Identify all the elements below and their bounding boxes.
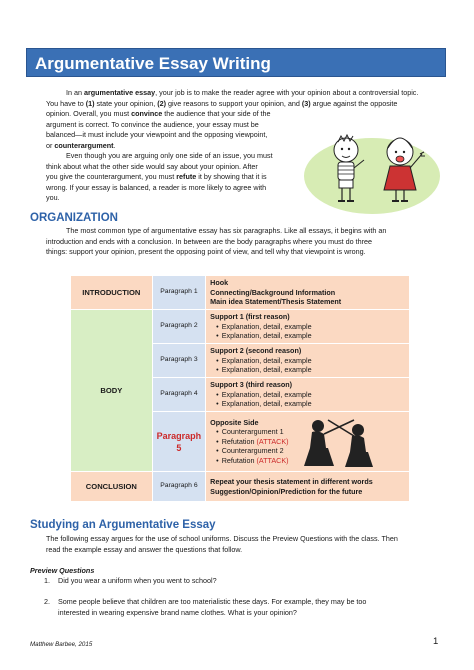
intro-line-3: opinion. Overall, you must convince the audience that your side of the (46, 109, 271, 118)
support-1-item: Support 1 (first reason) (210, 312, 290, 322)
studying-line-2: read the example essay and answer the questions that follow. (46, 544, 243, 554)
opposite-side-item: Opposite Side (210, 418, 259, 428)
paragraph-3-content (206, 344, 410, 378)
paragraph-4-label: Paragraph 4 (152, 378, 206, 412)
page-title: Argumentative Essay Writing (35, 54, 271, 73)
paragraph-6-label: Paragraph 6 (152, 472, 206, 502)
organization-heading: ORGANIZATION (30, 212, 118, 224)
list-item: • Explanation, detail, example (216, 399, 405, 408)
paragraph-6-content (206, 472, 410, 502)
list-item: • Refutation (ATTACK) (216, 456, 405, 465)
table-row (71, 276, 410, 310)
list-item: • Counterargument 2 (216, 446, 405, 455)
paragraph-2-label: Paragraph 2 (152, 310, 206, 344)
organization-line-1: The most common type of argumentative essay has six paragraphs. Like all essays, it begins with an (66, 226, 387, 235)
footer-author: Matthew Barbee, 2015 (30, 641, 93, 648)
paragraph-5-word: Paragraph (156, 430, 202, 441)
paragraph-4-content (206, 378, 410, 412)
intro-line-10: wrong. If your essay is balanced, a reader is more likely to agree with (46, 182, 267, 192)
body-label: BODY (71, 310, 153, 472)
title-banner (26, 48, 446, 77)
question-2-line-2: interested in wearing expensive brand name clothes. What is your opinion? (58, 607, 297, 617)
list-item: • Explanation, detail, example (216, 390, 405, 399)
studying-line-1: The following essay argues for the use of school uniforms. Discuss the Preview Questions with the class. Then (46, 534, 398, 543)
organization-line-3: things: support your opinion, present the opposing point of view, and tell why that viewpoint is wrong. (46, 247, 366, 256)
list-item: • Explanation, detail, example (216, 331, 405, 340)
intro-line-6: or counterargument. (46, 140, 116, 150)
paragraph-2-content (206, 310, 410, 344)
preview-questions-heading: Preview Questions (30, 566, 95, 575)
list-item: • Counterargument 1 (216, 427, 405, 436)
question-2-number: 2. (44, 597, 50, 606)
paragraph-1-content (206, 276, 410, 310)
intro-line-7: Even though you are arguing only one side of an issue, you must (66, 151, 273, 160)
support-3-item: Support 3 (third reason) (210, 380, 293, 390)
paragraph-1-label: Paragraph 1 (152, 276, 206, 310)
intro-line-2: You have to (1) state your opinion, (2) give reasons to support your opinion, and (3) argue against the opposite (46, 98, 398, 108)
paragraph-3-label: Paragraph 3 (152, 344, 206, 378)
table-row (71, 310, 410, 344)
introduction-label: INTRODUCTION (71, 276, 153, 310)
main-idea-item: Main idea Statement/Thesis Statement (210, 297, 342, 307)
question-1-text: Did you wear a uniform when you went to school? (58, 576, 217, 585)
kendo-fighters-illustration (300, 414, 376, 468)
attack-tag: (ATTACK) (256, 436, 289, 446)
connecting-item: Connecting/Background Information (210, 287, 336, 297)
list-item: • Refutation (ATTACK) (216, 437, 405, 446)
studying-heading: Studying an Argumentative Essay (30, 519, 216, 531)
paragraph-5-number: 5 (176, 442, 182, 453)
intro-line-11: you. (46, 193, 60, 202)
list-item: • Explanation, detail, example (216, 356, 405, 365)
table-row (71, 472, 410, 502)
intro-line-8: think about what the other side would say about your opinion. After (46, 161, 258, 171)
list-item: • Explanation, detail, example (216, 322, 405, 331)
intro-line-9: you give the counterargument, you must refute it by showing that it is (46, 172, 267, 181)
attack-tag: (ATTACK) (256, 455, 289, 465)
page-number: 1 (433, 636, 439, 647)
conclusion-item-1: Repeat your thesis statement in different words (210, 477, 373, 487)
arguing-kids-illustration (302, 118, 442, 214)
support-2-item: Support 2 (second reason) (210, 346, 302, 356)
conclusion-label: CONCLUSION (71, 472, 153, 502)
hook-item: Hook (210, 278, 229, 288)
intro-line-5: balanced—it must include your viewpoint and the opposing viewpoint, (46, 130, 268, 139)
intro-line-4: argument is correct. To convince the audience, your essay must be (46, 119, 259, 129)
question-2-line-1: Some people believe that children are too materialistic these days. For example, they may be too (58, 597, 367, 606)
paragraph-5-label (152, 412, 206, 472)
list-item: • Explanation, detail, example (216, 365, 405, 374)
conclusion-item-2: Suggestion/Opinion/Prediction for the future (210, 486, 363, 496)
question-1-number: 1. (44, 576, 50, 585)
organization-line-2: introduction and ends with a conclusion. In between are the body paragraphs where you must do three (46, 236, 373, 246)
intro-line-1: In an argumentative essay, your job is to make the reader agree with your opinion about a controversial topic. (66, 88, 419, 97)
